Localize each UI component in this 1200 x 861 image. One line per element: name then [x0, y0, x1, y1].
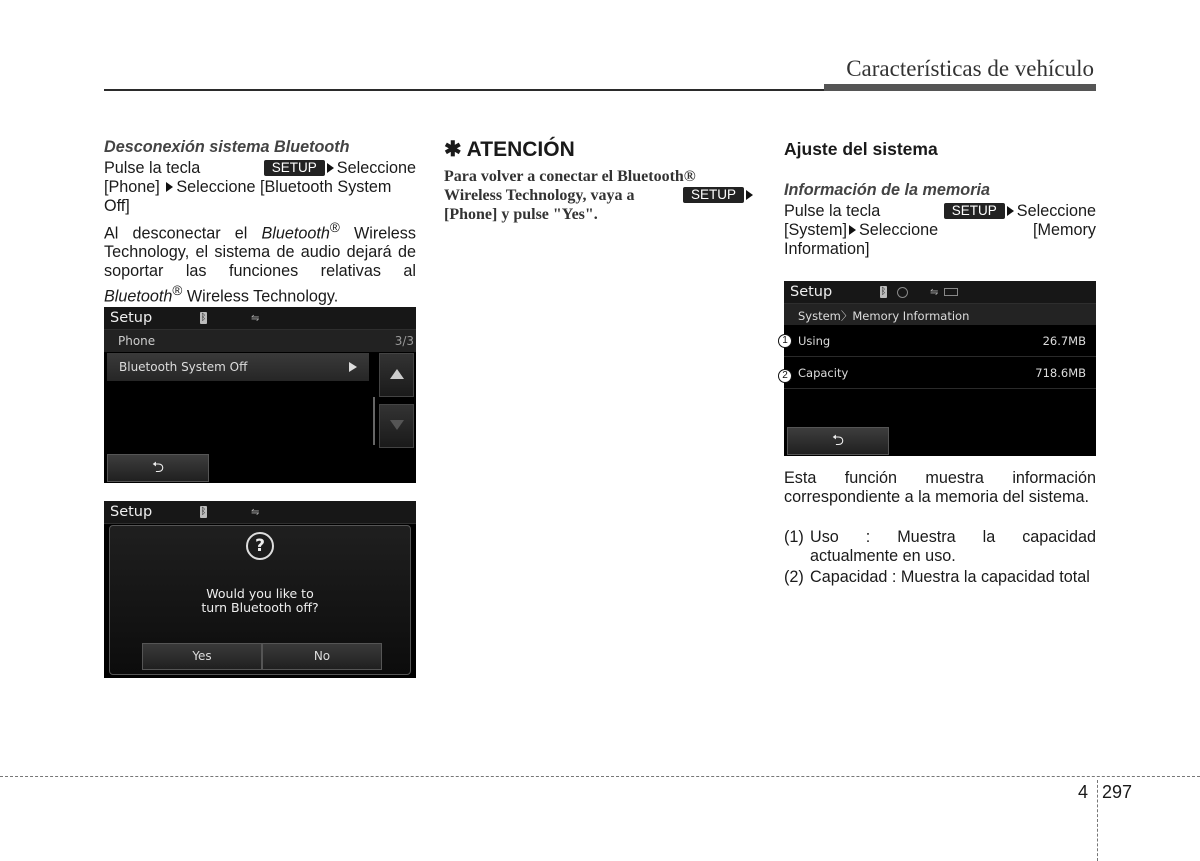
- instruction-keys: [944, 202, 1096, 221]
- screen-bluetooth-off-dialog: [104, 501, 416, 678]
- footer-divider: [1097, 780, 1098, 861]
- scroll-up-button[interactable]: [379, 353, 414, 397]
- screen-status-bar: [784, 281, 1096, 304]
- instruction-text: Seleccione: [336, 159, 416, 177]
- arrow-right-icon: [1007, 206, 1014, 216]
- note-text: [Phone] y pulse "Yes".: [444, 206, 598, 223]
- bluetooth-icon: ᛒ: [880, 287, 887, 297]
- breadcrumb: [784, 304, 1096, 325]
- info-label: Using: [798, 334, 831, 348]
- brand-text: Bluetooth: [104, 287, 173, 306]
- arrow-right-icon: [746, 190, 753, 200]
- note-text: Para volver a conectar el Bluetooth®: [444, 168, 696, 185]
- subsection-heading: Información de la memoria: [784, 181, 990, 199]
- instruction-path: [784, 221, 938, 240]
- attention-note: [444, 167, 756, 224]
- registered-mark: ®: [329, 220, 340, 235]
- screen-status-bar: [104, 501, 416, 524]
- setup-key-icon: SETUP: [264, 160, 325, 176]
- instruction-text: Pulse la tecla: [784, 202, 881, 220]
- menu-item-bluetooth-system-off[interactable]: [107, 353, 369, 381]
- instruction-text: [Phone]: [104, 178, 160, 196]
- dialog-message: Would you like to: [206, 586, 314, 601]
- chevron-right-icon: [349, 362, 357, 372]
- menu-section-label: Phone: [118, 334, 156, 348]
- instruction-text: Seleccione: [1016, 202, 1096, 220]
- instruction-path: [104, 178, 391, 197]
- info-value: 26.7MB: [1042, 334, 1086, 348]
- list-item: [784, 528, 1096, 566]
- screen-memory-information: [784, 281, 1096, 456]
- callout-marker: 2: [778, 369, 792, 383]
- section-heading: Desconexión sistema Bluetooth: [104, 138, 350, 156]
- instruction-keys: [264, 159, 416, 178]
- note-line: [444, 186, 756, 205]
- screen-title: Setup: [790, 284, 833, 300]
- running-header-title: Características de vehículo: [846, 56, 1094, 81]
- instruction-line: [104, 159, 416, 178]
- note-text: Wireless Technology, vaya a: [444, 187, 635, 204]
- menu-item-label: Bluetooth System Off: [119, 360, 248, 374]
- list-text: Capacidad : Muestra la capacidad total: [810, 568, 1090, 586]
- registered-mark: ®: [172, 283, 183, 299]
- setup-key-icon: SETUP: [944, 203, 1005, 219]
- battery-icon: [944, 288, 958, 296]
- arrow-right-icon: [166, 182, 173, 192]
- instruction-text: [System]: [784, 221, 847, 239]
- usb-icon: ⇋: [251, 506, 260, 518]
- callout-marker: 1: [778, 334, 792, 348]
- column-left: [104, 138, 416, 309]
- description-paragraph: Esta función muestra información correspondiente a la memoria del sistema.: [784, 469, 1096, 506]
- back-arrow-icon: ⮌: [831, 431, 844, 449]
- question-icon: ?: [246, 532, 274, 560]
- column-middle: [444, 138, 756, 224]
- paragraph-text: Wireless Technology.: [182, 287, 339, 306]
- chapter-number: 4: [1078, 782, 1089, 802]
- list-item: [784, 568, 1096, 587]
- instruction-line: [784, 202, 1096, 221]
- breadcrumb-text: System〉Memory Information: [798, 309, 970, 323]
- paragraph: [104, 218, 416, 307]
- footer-rule: [0, 776, 1200, 777]
- setup-key-icon: SETUP: [683, 187, 744, 203]
- note-keys: [683, 186, 756, 205]
- info-row-capacity: [784, 358, 1096, 389]
- arrow-up-icon: [390, 369, 404, 379]
- page-indicator: 3/3: [394, 334, 414, 348]
- no-button[interactable]: No: [262, 643, 382, 670]
- header-rule: [104, 89, 824, 91]
- scrollbar-track: [373, 397, 375, 445]
- bluetooth-icon: ᛒ: [200, 507, 207, 517]
- screen-title: Setup: [110, 504, 153, 520]
- spacer: [784, 509, 1096, 528]
- brand-text: Bluetooth: [261, 224, 330, 243]
- confirm-dialog: [109, 525, 411, 675]
- attention-heading: ✱ ATENCIÓN: [444, 138, 575, 161]
- instruction-text: Off]: [104, 197, 130, 215]
- page-number: 297: [1102, 782, 1133, 802]
- scroll-down-button[interactable]: [379, 404, 414, 448]
- list-number: (2): [784, 568, 804, 586]
- back-button[interactable]: [107, 454, 209, 482]
- info-label: Capacity: [798, 366, 849, 380]
- back-arrow-icon: ⮌: [151, 458, 164, 476]
- section-heading: Ajuste del sistema: [784, 139, 938, 159]
- instruction-text: Seleccione: [858, 221, 939, 239]
- instruction-text: [Memory: [1033, 221, 1096, 239]
- instruction-text: Pulse la tecla: [104, 159, 201, 177]
- dialog-message: turn Bluetooth off?: [201, 600, 319, 615]
- yes-button[interactable]: Yes: [142, 643, 262, 670]
- instruction-line: [104, 178, 416, 197]
- arrow-right-icon: [327, 163, 334, 173]
- info-value: 718.6MB: [1035, 366, 1086, 380]
- paragraph-text: Wireless Technology, el sistema de audio dejará de soportar las funciones relativas al: [104, 224, 416, 281]
- bluetooth-icon: ᛒ: [200, 313, 207, 323]
- list-number: (1): [784, 528, 804, 546]
- arrow-right-icon: [849, 225, 856, 235]
- header-rule-accent: [824, 84, 1096, 91]
- screen-bluetooth-off-menu: [104, 307, 416, 483]
- usb-icon: ⇋: [930, 286, 939, 298]
- list-text: Uso : Muestra la capacidad actualmente en uso.: [810, 528, 1096, 565]
- usb-icon: ⇋: [251, 312, 260, 324]
- back-button[interactable]: [787, 427, 889, 455]
- instruction-text: Information]: [784, 240, 870, 258]
- menu-header: [104, 330, 416, 352]
- screen-title: Setup: [110, 310, 153, 326]
- disc-icon: [897, 287, 908, 298]
- instruction-line: [784, 221, 1096, 240]
- screen-status-bar: [104, 307, 416, 330]
- paragraph-text: Al desconectar el: [104, 224, 248, 243]
- instruction-text: Seleccione [Bluetooth System: [176, 178, 392, 196]
- arrow-down-icon: [390, 420, 404, 430]
- info-row-using: [784, 326, 1096, 357]
